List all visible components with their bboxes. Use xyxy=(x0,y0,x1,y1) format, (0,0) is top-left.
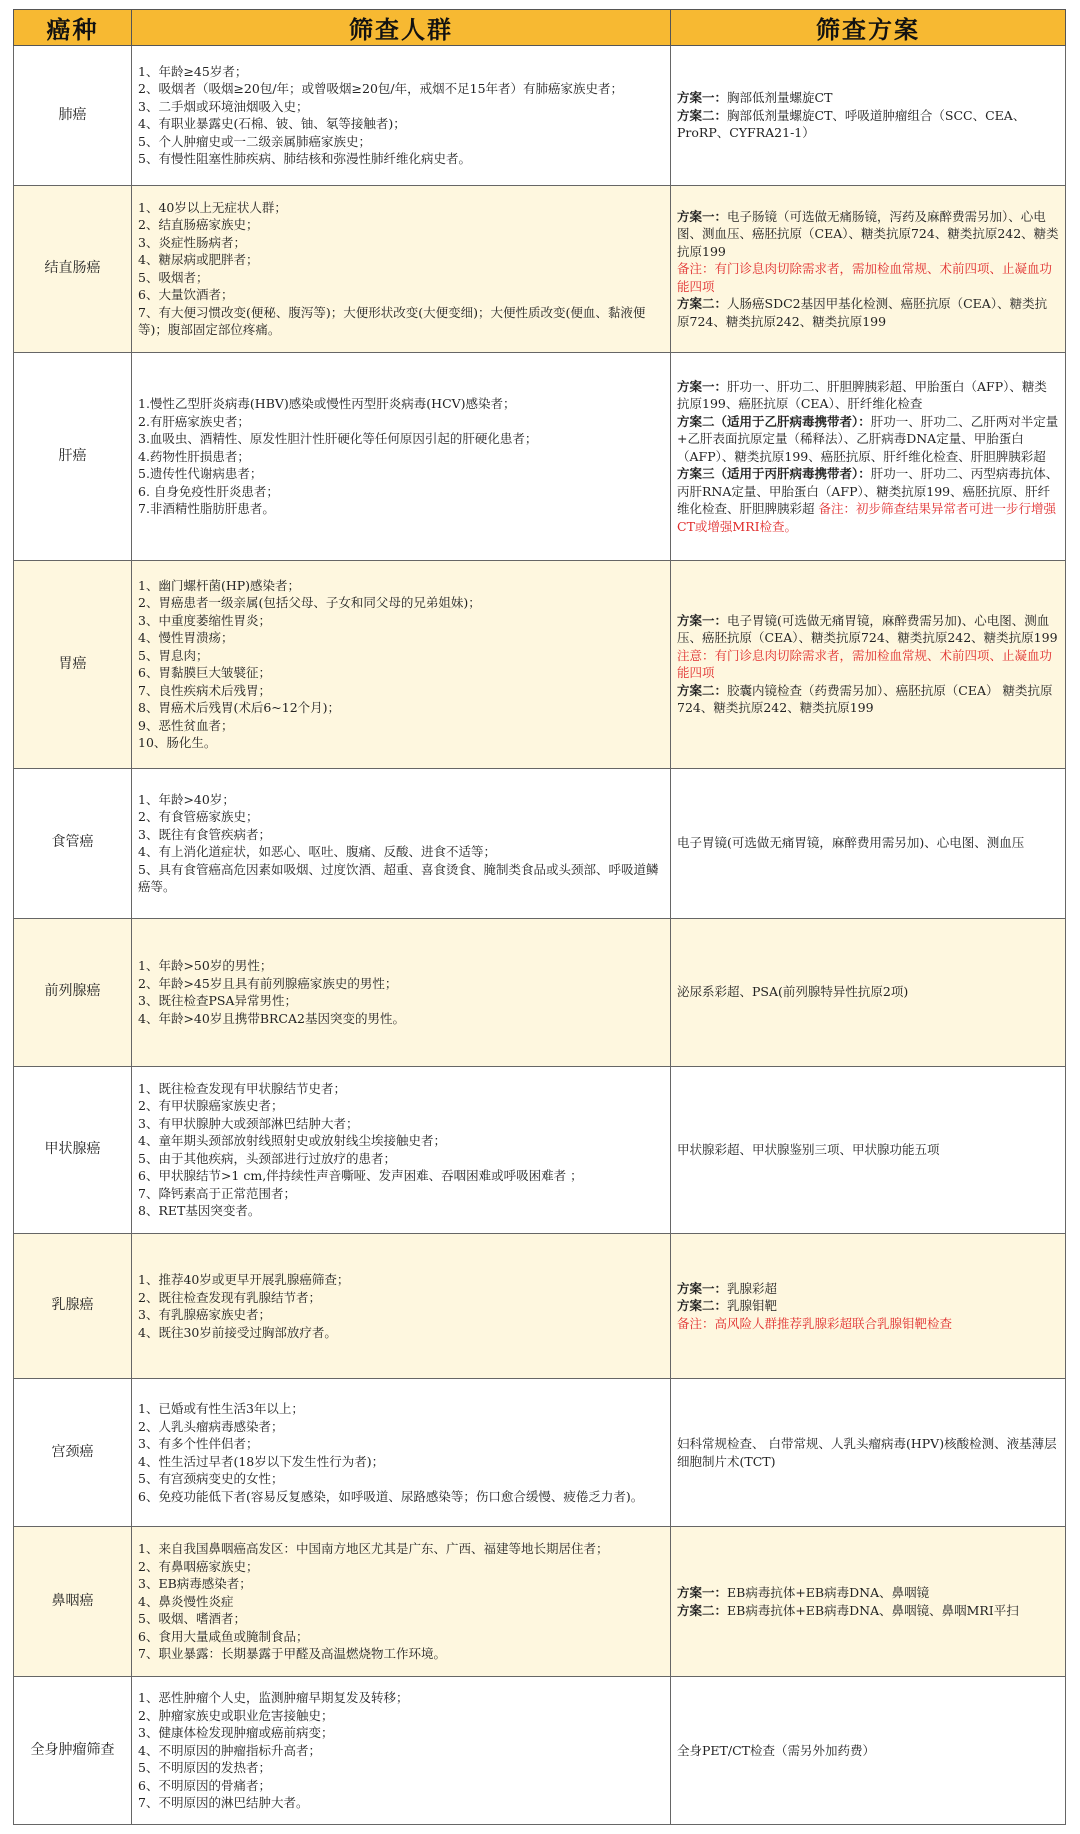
plan-cell xyxy=(671,918,1066,1066)
table-row xyxy=(14,1379,1066,1527)
population-item: 4、性生活过早者(18岁以下发生性行为者)； xyxy=(138,1453,385,1469)
cancer-name: 甲状腺癌 xyxy=(14,1066,132,1233)
population-item: 5、有慢性阻塞性肺疾病、肺结核和弥漫性肺纤维化病史者。 xyxy=(138,151,471,167)
population-item: 2、有甲状腺癌家族史者； xyxy=(138,1098,284,1114)
plan-label: 方案二： xyxy=(677,296,728,312)
population-item: 4、糖尿病或肥胖者； xyxy=(138,252,259,268)
cancer-name: 胃癌 xyxy=(14,560,132,768)
population-item: 6、免疫功能低下者(容易反复感染，如呼吸道、尿路感染等；伤口愈合缓慢、疲倦乏力者)。 xyxy=(138,1488,644,1504)
plan-cell xyxy=(671,1527,1066,1677)
plan-note: 备注：有门诊息肉切除需求者，需加检血常规、术前四项、止凝血功能四项 xyxy=(677,261,1053,294)
table-row xyxy=(14,1066,1066,1233)
plan-text: 电子胃镜(可选做无痛胃镜，麻醉费需另加)、心电图、测血压、癌胚抗原（CEA）、糖类抗原724、糖类抗原242、糖类抗原199 xyxy=(677,612,1058,646)
cancer-name: 鼻咽癌 xyxy=(14,1527,132,1677)
plan-cell xyxy=(671,768,1066,918)
population-item: 1、幽门螺杆菌(HP)感染者； xyxy=(138,577,301,593)
cancer-name: 宫颈癌 xyxy=(14,1379,132,1527)
plan-cell xyxy=(671,1379,1066,1527)
population-cell xyxy=(132,1677,671,1825)
plan-item xyxy=(677,208,1059,261)
population-item: 3、中重度萎缩性胃炎； xyxy=(138,612,271,628)
table-row xyxy=(14,918,1066,1066)
population-item: 3、健康体检发现肿瘤或癌前病变； xyxy=(138,1725,334,1741)
plan-label: 方案一： xyxy=(677,90,728,106)
plan-item xyxy=(677,647,1059,682)
table-row xyxy=(14,1677,1066,1825)
population-item: 3.血吸虫、酒精性、原发性胆汁性肝硬化等任何原因引起的肝硬化患者； xyxy=(138,431,538,447)
population-item: 2、胃癌患者一级亲属(包括父母、子女和同父母的兄弟姐妹)； xyxy=(138,595,481,611)
population-cell xyxy=(132,1527,671,1677)
plan-cell xyxy=(671,46,1066,186)
cancer-name: 全身肿瘤筛查 xyxy=(14,1677,132,1825)
plan-cell xyxy=(671,353,1066,561)
population-item: 2、年龄>45岁且具有前列腺癌家族史的男性； xyxy=(138,975,398,991)
plan-text: 肝功一、肝功二、丙型病毒抗体、丙肝RNA定量、甲胎蛋白（AFP）、糖类抗原199、癌胚抗原、肝纤维化检查、肝胆脾胰彩超 xyxy=(677,466,1059,517)
plan-text: 全身PET/CT检查（需另外加药费） xyxy=(677,1742,875,1758)
table-row xyxy=(14,353,1066,561)
plan-item xyxy=(677,1315,1059,1333)
plan-label: 方案二： xyxy=(677,1298,728,1314)
population-item: 4、慢性胃溃疡； xyxy=(138,630,234,646)
plan-text: 乳腺钼靶 xyxy=(727,1298,778,1314)
population-item: 5、个人肿瘤史或一二级亲属肺癌家族史； xyxy=(138,133,371,149)
population-item: 10、肠化生。 xyxy=(138,735,217,751)
population-item: 6、大量饮酒者； xyxy=(138,287,234,303)
plan-text: EB病毒抗体+EB病毒DNA、鼻咽镜、鼻咽MRI平扫 xyxy=(727,1602,1019,1618)
population-cell xyxy=(132,1233,671,1378)
population-item: 2、肿瘤家族史或职业危害接触史； xyxy=(138,1707,334,1723)
population-item: 3、二手烟或环境油烟吸入史； xyxy=(138,98,309,114)
plan-item xyxy=(677,378,1059,413)
population-item: 3、有乳腺癌家族史者； xyxy=(138,1307,271,1323)
population-item: 3、既往检查PSA异常男性； xyxy=(138,993,297,1009)
population-item: 1.慢性乙型肝炎病毒(HBV)感染或慢性丙型肝炎病毒(HCV)感染者； xyxy=(138,396,516,412)
population-item: 2、结直肠癌家族史； xyxy=(138,217,259,233)
plan-item xyxy=(677,612,1059,647)
population-item: 4、有上消化道症状，如恶心、呕吐、腹痛、反酸、进食不适等； xyxy=(138,844,496,860)
plan-text: 胶囊内镜检查（药费需另加）、癌胚抗原（CEA） 糖类抗原724、糖类抗原242、糖类抗原199 xyxy=(677,682,1053,716)
population-item: 7、职业暴露：长期暴露于甲醛及高温燃烧物工作环境。 xyxy=(138,1646,446,1662)
plan-item xyxy=(677,413,1059,466)
plan-item xyxy=(677,295,1059,330)
cancer-name: 乳腺癌 xyxy=(14,1233,132,1378)
population-item: 2、人乳头瘤病毒感染者； xyxy=(138,1418,284,1434)
population-item: 5、不明原因的发热者； xyxy=(138,1760,271,1776)
plan-cell xyxy=(671,185,1066,352)
plan-text: 乳腺彩超 xyxy=(727,1280,778,1296)
population-item: 5、吸烟者； xyxy=(138,269,209,285)
population-cell xyxy=(132,46,671,186)
population-cell xyxy=(132,560,671,768)
population-item: 7、降钙素高于正常范围者； xyxy=(138,1185,296,1201)
plan-label: 方案三（适用于丙肝病毒携带者）： xyxy=(677,466,871,482)
cancer-name: 肺癌 xyxy=(14,46,132,186)
plan-note: 备注：高风险人群推荐乳腺彩超联合乳腺钼靶检查 xyxy=(677,1315,953,1331)
population-cell xyxy=(132,1066,671,1233)
plan-item xyxy=(677,107,1059,142)
table-row xyxy=(14,46,1066,186)
table-row xyxy=(14,185,1066,352)
plan-item xyxy=(677,1602,1059,1620)
population-item: 1、恶性肿瘤个人史，监测肿瘤早期复发及转移； xyxy=(138,1690,409,1706)
plan-label: 方案二（适用于乙肝病毒携带者）： xyxy=(677,413,871,429)
table-row xyxy=(14,1233,1066,1378)
population-item: 4、不明原因的肿瘤指标升高者； xyxy=(138,1742,321,1758)
population-item: 6、不明原因的骨痛者； xyxy=(138,1777,271,1793)
cancer-name: 结直肠癌 xyxy=(14,185,132,352)
plan-note: 注意：有门诊息肉切除需求者，需加检血常规、术前四项、止凝血功能四项 xyxy=(677,647,1053,681)
plan-cell xyxy=(671,560,1066,768)
plan-label: 方案二： xyxy=(677,1602,728,1618)
population-item: 1、40岁以上无症状人群； xyxy=(138,199,287,215)
population-item: 4、有职业暴露史(石棉、铍、铀、氡等接触者)； xyxy=(138,116,406,132)
population-item: 7.非酒精性脂肪肝患者。 xyxy=(138,501,275,517)
population-item: 3、有多个性伴侣者； xyxy=(138,1436,259,1452)
population-item: 8、RET基因突变者。 xyxy=(138,1203,261,1219)
plan-item xyxy=(677,89,1059,107)
population-item: 5、胃息肉； xyxy=(138,647,209,663)
plan-cell xyxy=(671,1677,1066,1825)
plan-cell xyxy=(671,1066,1066,1233)
plan-text: EB病毒抗体+EB病毒DNA、鼻咽镜 xyxy=(727,1585,930,1601)
plan-item xyxy=(677,834,1059,852)
plan-label: 方案一： xyxy=(677,378,728,394)
plan-text: 甲状腺彩超、甲状腺鉴别三项、甲状腺功能五项 xyxy=(677,1141,940,1157)
population-item: 2、既往检查发现有乳腺结节者； xyxy=(138,1289,321,1305)
population-item: 2、有鼻咽癌家族史； xyxy=(138,1558,259,1574)
plan-text: 胸部低剂量螺旋CT xyxy=(727,90,833,106)
population-cell xyxy=(132,353,671,561)
cancer-name: 前列腺癌 xyxy=(14,918,132,1066)
population-item: 4.药物性肝损患者； xyxy=(138,448,250,464)
plan-label: 方案一： xyxy=(677,612,728,628)
plan-text: 电子肠镜（可选做无痛肠镜，泻药及麻醉费需另加）、心电图、测血压、癌胚抗原（CEA）、糖类抗原724、糖类抗原242、糖类抗原199 xyxy=(677,208,1059,259)
population-item: 3、炎症性肠病者； xyxy=(138,234,246,250)
plan-item xyxy=(677,1584,1059,1602)
population-item: 4、既往30岁前接受过胸部放疗者。 xyxy=(138,1324,337,1340)
cancer-name: 食管癌 xyxy=(14,768,132,918)
population-item: 5、具有食管癌高危因素如吸烟、过度饮酒、超重、喜食烫食、腌制类食品或头颈部、呼吸道鳞癌等。 xyxy=(138,861,659,895)
plan-item xyxy=(677,1742,1059,1760)
plan-label: 方案一： xyxy=(677,208,728,224)
header-row xyxy=(14,10,1066,46)
population-item: 7、良性疾病术后残胃； xyxy=(138,682,271,698)
table-row xyxy=(14,560,1066,768)
plan-label: 方案一： xyxy=(677,1280,728,1296)
cancer-name: 肝癌 xyxy=(14,353,132,561)
header-population: 筛查人群 xyxy=(132,10,671,46)
table-row xyxy=(14,1527,1066,1677)
population-item: 4、鼻炎慢性炎症 xyxy=(138,1593,234,1609)
population-item: 7、有大便习惯改变(便秘、腹泻等)；大便形状改变(大便变细)；大便性质改变(便血、黏液便等)；腹部固定部位疼痛。 xyxy=(138,304,646,338)
population-item: 2、吸烟者（吸烟≥20包/年；或曾吸烟≥20包/年，戒烟不足15年者）有肺癌家族史者； xyxy=(138,81,624,97)
population-cell xyxy=(132,768,671,918)
population-item: 2、有食管癌家族史； xyxy=(138,809,259,825)
population-item: 6、甲状腺结节>1 cm,伴持续性声音嘶哑、发声困难、吞咽困难或呼吸困难者 ； xyxy=(138,1168,583,1184)
plan-cell xyxy=(671,1233,1066,1378)
population-item: 6、胃黏膜巨大皱襞征； xyxy=(138,665,271,681)
population-item: 5、由于其他疾病，头颈部进行过放疗的患者； xyxy=(138,1150,396,1166)
population-item: 5、吸烟、嗜酒者； xyxy=(138,1611,246,1627)
population-item: 6. 自身免疫性肝炎患者； xyxy=(138,483,279,499)
plan-item xyxy=(677,465,1059,535)
plan-label: 方案一： xyxy=(677,1585,728,1601)
population-item: 8、胃癌术后残胃(术后6~12个月)； xyxy=(138,700,341,716)
plan-item xyxy=(677,1141,1059,1159)
population-item: 7、不明原因的淋巴结肿大者。 xyxy=(138,1795,309,1811)
population-item: 3、既往有食管疾病者； xyxy=(138,826,271,842)
population-item: 4、年龄>40岁且携带BRCA2基因突变的男性。 xyxy=(138,1010,405,1026)
population-item: 5、有宫颈病变史的女性； xyxy=(138,1471,284,1487)
population-item: 9、恶性贫血者； xyxy=(138,717,234,733)
population-item: 3、有甲状腺肿大或颈部淋巴结肿大者； xyxy=(138,1115,359,1131)
plan-label: 方案二： xyxy=(677,682,728,698)
plan-item xyxy=(677,682,1059,717)
plan-item xyxy=(677,1435,1059,1470)
table-row xyxy=(14,768,1066,918)
plan-text: 肝功一、肝功二、乙肝两对半定量+乙肝表面抗原定量（稀释法）、乙肝病毒DNA定量、甲胎蛋白（AFP）、糖类抗原199、癌胚抗原、肝纤维化检查、肝胆脾胰彩超 xyxy=(677,413,1059,464)
header-cancer: 癌种 xyxy=(14,10,132,46)
population-item: 1、年龄≥45岁者； xyxy=(138,63,248,79)
plan-item xyxy=(677,983,1059,1001)
population-item: 1、年龄>50岁的男性； xyxy=(138,958,273,974)
screening-table xyxy=(13,9,1066,1825)
plan-text: 人肠癌SDC2基因甲基化检测、癌胚抗原（CEA）、糖类抗原724、糖类抗原242、糖类抗原199 xyxy=(677,296,1048,329)
plan-text: 电子胃镜(可选做无痛胃镜，麻醉费用需另加)、心电图、测血压 xyxy=(677,835,1025,851)
plan-label: 方案二： xyxy=(677,107,728,123)
population-item: 1、已婚或有性生活3年以上； xyxy=(138,1401,304,1417)
population-item: 6、食用大量咸鱼或腌制食品； xyxy=(138,1628,309,1644)
population-item: 2.有肝癌家族史者； xyxy=(138,413,250,429)
population-item: 3、EB病毒感染者； xyxy=(138,1576,252,1592)
plan-text: 肝功一、肝功二、肝胆脾胰彩超、甲胎蛋白（AFP）、糖类抗原199、癌胚抗原（CEA）、肝纤维化检查 xyxy=(677,378,1047,412)
population-cell xyxy=(132,918,671,1066)
plan-text: 泌尿系彩超、PSA(前列腺特异性抗原2项) xyxy=(677,984,909,1000)
population-item: 1、来自我国鼻咽癌高发区：中国南方地区尤其是广东、广西、福建等地长期居住者； xyxy=(138,1541,609,1557)
plan-item xyxy=(677,260,1059,295)
plan-item xyxy=(677,1297,1059,1315)
plan-note: 备注：初步筛查结果异常者可进一步行增强CT或增强MRI检查。 xyxy=(677,501,1056,534)
population-cell xyxy=(132,1379,671,1527)
plan-item xyxy=(677,1280,1059,1298)
population-item: 1、既往检查发现有甲状腺结节史者； xyxy=(138,1080,346,1096)
population-item: 1、年龄>40岁； xyxy=(138,791,235,807)
header-plan: 筛查方案 xyxy=(671,10,1066,46)
plan-text: 胸部低剂量螺旋CT、呼吸道肿瘤组合（SCC、CEA、ProRP、CYFRA21-1） xyxy=(677,107,1026,141)
plan-text: 妇科常规检查、 白带常规、人乳头瘤病毒(HPV)核酸检测、液基薄层细胞制片术(TCT) xyxy=(677,1436,1057,1469)
population-item: 5.遗传性代谢病患者； xyxy=(138,466,263,482)
population-item: 1、推荐40岁或更早开展乳腺癌筛查； xyxy=(138,1272,350,1288)
population-item: 4、童年期头颈部放射线照射史或放射线尘埃接触史者； xyxy=(138,1133,446,1149)
population-cell xyxy=(132,185,671,352)
